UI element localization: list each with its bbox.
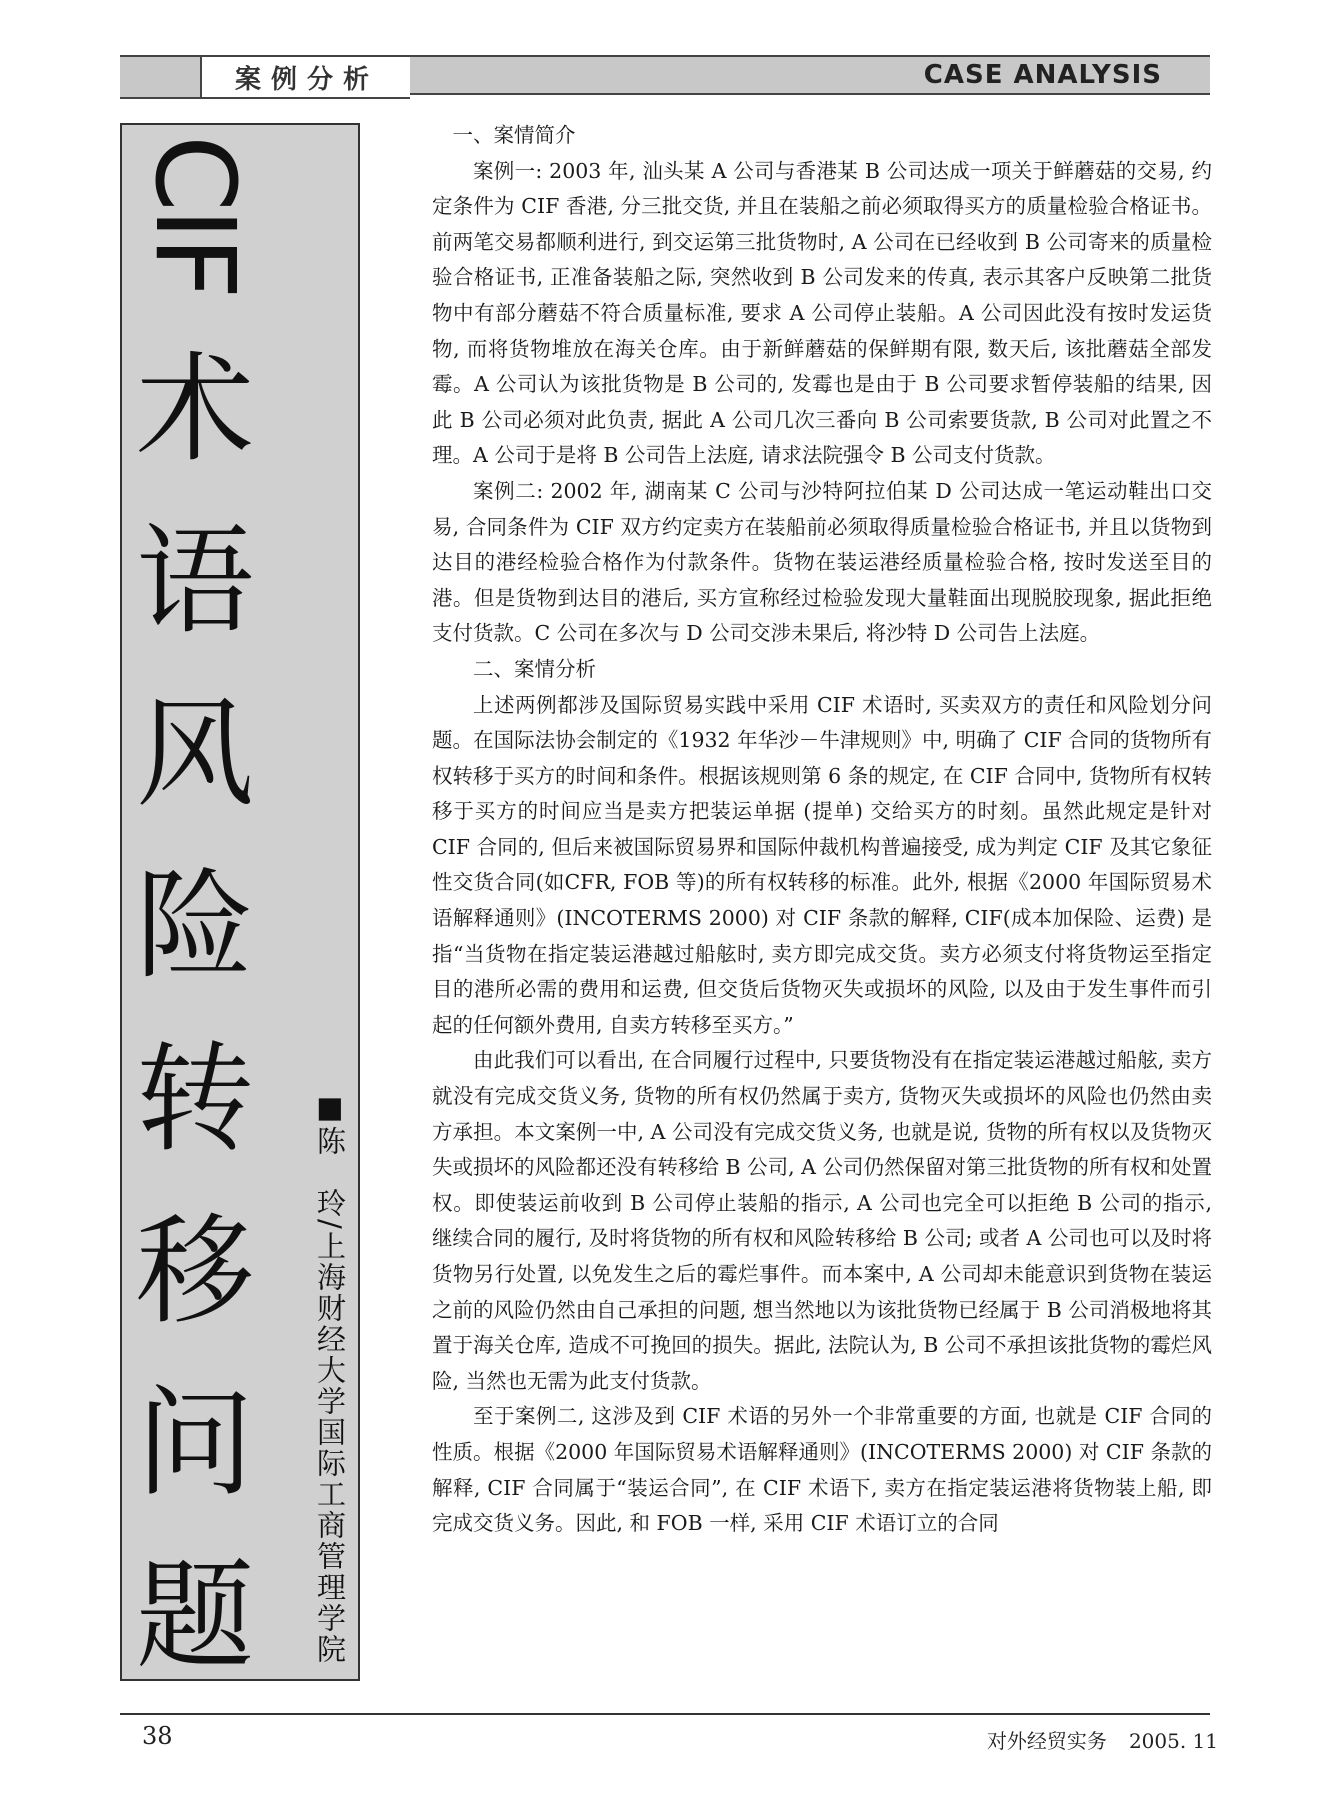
section-label-cn: 案例分析 (200, 57, 412, 97)
author-byline: ■陈 玲/上海财经大学国际工商管理学院 (313, 1090, 347, 1665)
title-cif: CIF (131, 135, 259, 296)
footer-rule (120, 1713, 1210, 1715)
title-char: 险 (135, 857, 254, 996)
journal-name: 对外经贸实务 (986, 1729, 1107, 1753)
title-char: 题 (135, 1546, 254, 1685)
journal-issue: 2005. 11 (1128, 1729, 1218, 1753)
paragraph: 案例二: 2002 年, 湖南某 C 公司与沙特阿拉伯某 D 公司达成一笔运动鞋出口交易, 合同条件为 CIF 双方约定卖方在装船前必须取得质量检验合格证书, 并且以货物到达目的港经检验合格作为付款条件。货物在装运港经质量检验合格, 按时发送至目的港。但是货物到达目的港后, 买方宣称经过检验发现大量鞋面出现脱胶现象, 据此拒绝支付货款。C 公司在多次与 D 公司交涉未果后, 将沙特 D 公司告上法庭。 (432, 478, 1212, 646)
page-number: 38 (142, 1722, 173, 1750)
title-char: 语 (135, 512, 254, 651)
section-heading: 一、案情简介 (452, 123, 576, 147)
article-body (432, 118, 1212, 1542)
paragraph: 至于案例二, 这涉及到 CIF 术语的另外一个非常重要的方面, 也就是 CIF 合同的性质。根据《2000 年国际贸易术语解释通则》(INCOTERMS 2000) 对 CIF 条款的解释, CIF 合同属于“装运合同”, 在 CIF 术语下, 卖方在指定装运港将货物装上船, 即完成交货义务。因此, 和 FOB 一样, 采用 CIF 术语订立的合同 (432, 1404, 1212, 1536)
paragraph: 案例一: 2003 年, 汕头某 A 公司与香港某 B 公司达成一项关于鲜蘑菇的交易, 约定条件为 CIF 香港, 分三批交货, 并且在装船之前必须取得买方的质量检验合格证书。前两笔交易都顺利进行, 到交运第三批货物时, A 公司在已经收到 B 公司寄来的质量检验合格证书, 正准备装船之际, 突然收到 B 公司发来的传真, 表示其客户反映第二批货物中有部分蘑菇不符合质量标准, 要求 A 公司停止装船。A 公司因此没有按时发运货物, 而将货物堆放在海关仓库。由于新鲜蘑菇的保鲜期有限, 数天后, 该批蘑菇全部发霉。A 公司认为该批货物是 B 公司的, 发霉也是由于 B 公司要求暂停装船的结果, 因此 B 公司必须对此负责, 据此 A 公司几次三番向 B 公司索要货款, B 公司对此置之不理。A 公司于是将 B 公司告上法庭, 请求法院强令 B 公司支付货款。 (432, 158, 1212, 468)
title-char: 转 (135, 1029, 254, 1168)
title-char: 问 (135, 1374, 254, 1513)
section-heading: 二、案情分析 (473, 656, 596, 681)
journal-info (987, 1725, 1218, 1754)
title-char: 术 (135, 339, 254, 478)
paragraph: 上述两例都涉及国际贸易实践中采用 CIF 术语时, 买卖双方的责任和风险划分问题。在国际法协会制定的《1932 年华沙－牛津规则》中, 明确了 CIF 合同的货物所有权转移于买方的时间和条件。根据该规则第 6 条的规定, 在 CIF 合同中, 货物所有权转移于买方的时间应当是卖方把装运单据 (提单) 交给买方的时刻。虽然此规定是针对 CIF 合同的, 但后来被国际贸易界和国际仲裁机构普遍接受, 成为判定 CIF 及其它象征性交货合同(如CFR, FOB 等)的所有权转移的标准。此外, 根据《2000 年国际贸易术语解释通则》(INCOTERMS 2000) 对 CIF 条款的解释, CIF(成本加保险、运费) 是指“当货物在指定装运港越过船舷时, 卖方即完成交货。卖方必须支付将货物运至指定目的港所必需的费用和运费, 但交货后货物灭失或损坏的风险, 以及由于发生事件而引起的任何额外费用, 自卖方转移至买方。” (432, 692, 1212, 1037)
section-header-en: CASE ANALYSIS (410, 55, 1210, 95)
paragraph: 由此我们可以看出, 在合同履行过程中, 只要货物没有在指定装运港越过船舷, 卖方就没有完成交货义务, 货物的所有权仍然属于卖方, 货物灭失或损坏的风险也仍然由卖方承担。本文案例一中, A 公司没有完成交货义务, 也就是说, 货物的所有权以及货物灭失或损坏的风险都还没有转移给 B 公司, A 公司仍然保留对第三批货物的所有权和处置权。即使装运前收到 B 公司停止装船的指示, A 公司也完全可以拒绝 B 公司的指示, 继续合同的履行, 及时将货物的所有权和风险转移给 B 公司; 或者 A 公司也可以及时将货物另行处置, 以免发生之后的霉烂事件。而本案中, A 公司却未能意识到货物在装运之前的风险仍然由自己承担的问题, 想当然地以为该批货物已经属于 B 公司消极地将其置于海关仓库, 造成不可挽回的损失。据此, 法院认为, B 公司不承担该批货物的霉烂风险, 当然也无需为此支付货款。 (432, 1048, 1212, 1393)
title-char: 风 (135, 684, 254, 823)
article-title (130, 135, 260, 1685)
section-header-cn (120, 55, 410, 99)
title-char: 移 (135, 1202, 254, 1341)
